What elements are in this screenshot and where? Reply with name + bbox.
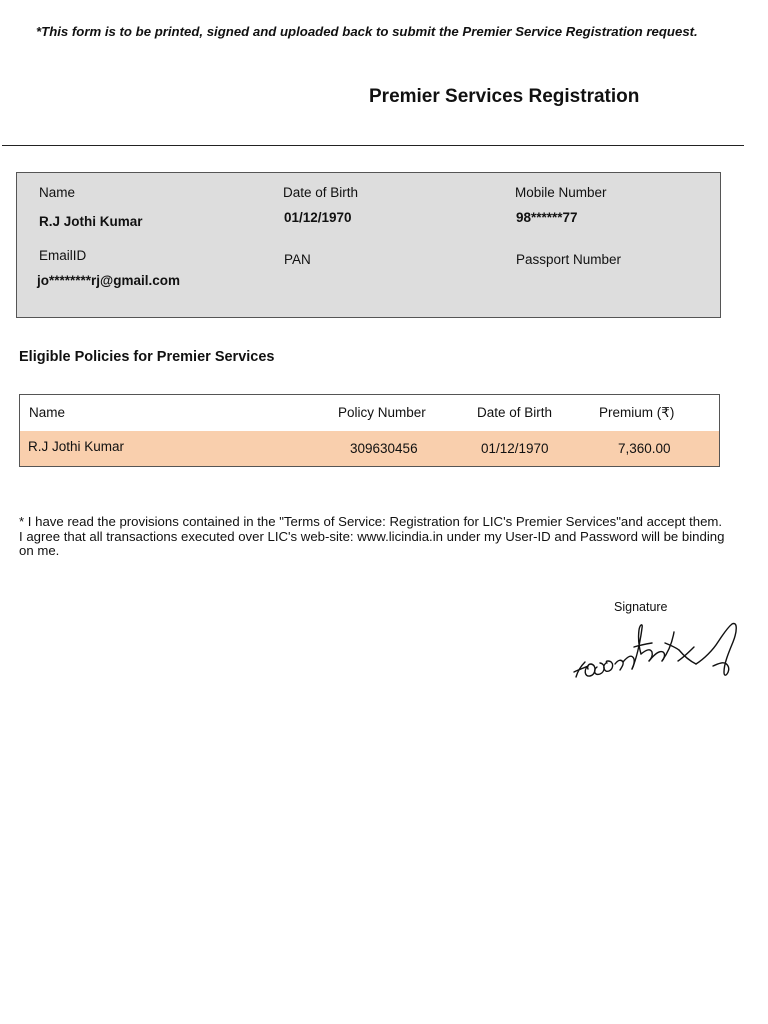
row-premium-cell: 7,360.00 xyxy=(618,441,671,456)
passport-label: Passport Number xyxy=(516,252,622,267)
mobile-label: Mobile Number xyxy=(515,185,607,200)
name-value: R.J Jothi Kumar xyxy=(39,214,143,229)
email-label: EmailID xyxy=(39,248,87,263)
name-label: Name xyxy=(39,185,76,200)
row-dob-cell: 01/12/1970 xyxy=(481,441,549,456)
dob-value: 01/12/1970 xyxy=(284,210,352,225)
pan-label: PAN xyxy=(284,252,311,267)
column-header-dob: Date of Birth xyxy=(477,405,553,420)
row-policy-number-cell: 309630456 xyxy=(350,441,418,456)
mobile-value: 98******77 xyxy=(516,210,578,225)
print-instructions-notice: *This form is to be printed, signed and uploaded back to submit the Premier Service Registration request. xyxy=(36,24,698,39)
column-header-name: Name xyxy=(29,405,66,420)
applicant-details-panel xyxy=(16,172,721,318)
column-header-premium: Premium (₹) xyxy=(599,405,675,420)
row-name-cell: R.J Jothi Kumar xyxy=(28,439,125,454)
handwritten-signature xyxy=(566,614,746,688)
terms-declaration: * I have read the provisions contained in the "Terms of Service: Registration for LIC's Premier Services"and accept them. I agree that all transactions executed over LIC's web-site: www.licindia.in under my User-ID and Password will be binding on me. xyxy=(19,514,725,558)
signature-label: Signature xyxy=(614,600,668,614)
email-value: jo********rj@gmail.com xyxy=(37,273,180,288)
page-title: Premier Services Registration xyxy=(369,86,640,107)
column-header-policy-number: Policy Number xyxy=(338,405,426,420)
table-row xyxy=(20,431,719,466)
eligible-policies-heading: Eligible Policies for Premier Services xyxy=(19,349,275,365)
dob-label: Date of Birth xyxy=(283,185,359,200)
policies-table xyxy=(19,394,720,467)
divider xyxy=(2,145,744,146)
